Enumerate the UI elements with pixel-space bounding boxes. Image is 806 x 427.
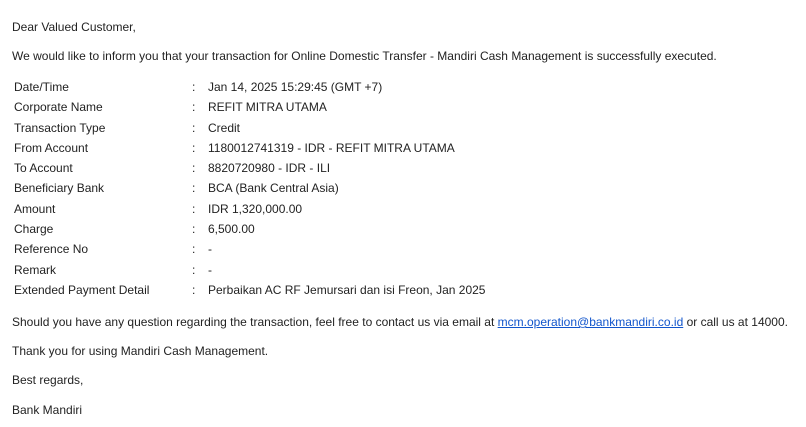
detail-separator: : [192, 80, 196, 94]
detail-label: Extended Payment Detail [14, 282, 150, 297]
detail-separator: : [192, 222, 196, 237]
detail-row-remark [14, 263, 794, 283]
thanks-paragraph: Thank you for using Mandiri Cash Management. [12, 344, 269, 358]
detail-label: Reference No [14, 242, 89, 257]
detail-row-date-time [14, 80, 794, 100]
detail-value: - [208, 262, 212, 277]
detail-value: REFIT MITRA UTAMA [208, 100, 327, 115]
detail-label: Beneficiary Bank [14, 181, 105, 196]
detail-label: Date/Time [14, 80, 69, 94]
detail-value: 6,500.00 [208, 222, 255, 237]
detail-row-beneficiary-bank [14, 181, 794, 201]
intro-paragraph: We would like to inform you that your transaction for Online Domestic Transfer - Mandiri Cash Management is successfully executed. [12, 49, 717, 63]
contact-text-before: Should you have any question regarding the transaction, feel free to contact us via email at [12, 315, 498, 329]
detail-label: Remark [14, 262, 57, 277]
greeting: Dear Valued Customer, [12, 20, 136, 34]
detail-value: IDR 1,320,000.00 [208, 201, 303, 216]
detail-separator: : [192, 120, 196, 135]
detail-separator: : [192, 282, 196, 297]
detail-label: From Account [14, 140, 89, 155]
detail-label: Corporate Name [14, 100, 103, 115]
closing-regards: Best regards, [12, 373, 84, 387]
contact-paragraph [12, 315, 788, 329]
detail-label: To Account [14, 161, 73, 176]
detail-separator: : [192, 161, 196, 176]
detail-value: Credit [208, 120, 241, 135]
detail-row-amount [14, 202, 794, 222]
detail-separator: : [192, 242, 196, 257]
detail-row-reference-no [14, 242, 794, 262]
signature: Bank Mandiri [12, 403, 83, 417]
detail-label: Transaction Type [14, 120, 106, 135]
detail-value: 1180012741319 - IDR - REFIT MITRA UTAMA [208, 140, 455, 155]
detail-label: Charge [14, 222, 54, 237]
detail-separator: : [192, 100, 196, 115]
detail-separator: : [192, 262, 196, 277]
transaction-details [14, 80, 794, 303]
detail-value: BCA (Bank Central Asia) [208, 181, 339, 196]
detail-separator: : [192, 181, 196, 196]
detail-row-extended-payment-detail [14, 283, 794, 303]
detail-label: Amount [14, 201, 56, 216]
detail-value: Perbaikan AC RF Jemursari dan isi Freon, Jan 2025 [208, 282, 486, 297]
detail-value: - [208, 242, 212, 257]
detail-row-corporate-name [14, 100, 794, 120]
detail-row-from-account [14, 141, 794, 161]
detail-value: Jan 14, 2025 15:29:45 (GMT +7) [208, 80, 383, 94]
contact-text-after: or call us at 14000. [683, 315, 788, 329]
detail-value: 8820720980 - IDR - ILI [208, 161, 331, 176]
detail-row-charge [14, 222, 794, 242]
detail-separator: : [192, 140, 196, 155]
detail-row-transaction-type [14, 121, 794, 141]
detail-separator: : [192, 201, 196, 216]
support-email-link[interactable]: mcm.operation@bankmandiri.co.id [497, 315, 684, 329]
detail-row-to-account [14, 161, 794, 181]
